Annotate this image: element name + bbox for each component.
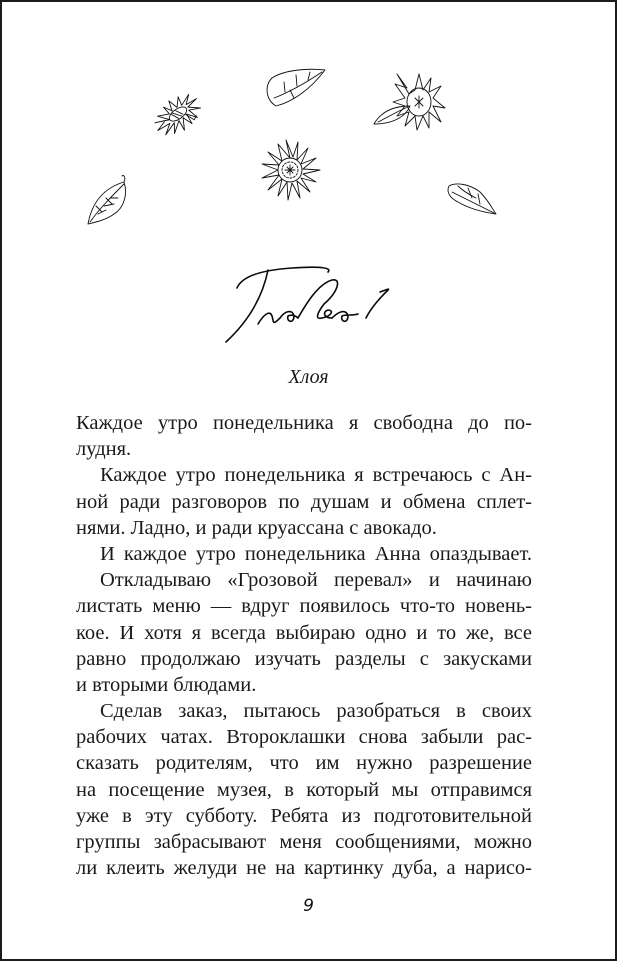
text-line: сказать родителям, что им нужно разрешение bbox=[76, 752, 532, 775]
book-page bbox=[2, 2, 615, 959]
text-line: И каждое утро понедельника Анна опаздывает. bbox=[100, 542, 532, 565]
leaf-right-icon bbox=[448, 184, 496, 214]
sunflower-center-icon bbox=[262, 140, 320, 200]
text-line: Каждое утро понедельника я свободна до по- bbox=[76, 412, 532, 434]
text-line: листать меню — вдруг появилось что-то новень- bbox=[76, 595, 532, 618]
leaf-top-center-icon bbox=[267, 69, 325, 106]
text-line: нями. Ладно, и ради круассана с авокадо. bbox=[76, 516, 437, 539]
floral-illustration bbox=[2, 2, 615, 252]
body-text bbox=[76, 410, 532, 881]
page-number: 9 bbox=[303, 896, 314, 916]
text-line: ной ради разговоров по душам и обмена сплет- bbox=[76, 490, 532, 513]
sunflower-side-left-icon bbox=[148, 87, 208, 143]
text-line: лудня. bbox=[76, 438, 132, 461]
text-line: равно продолжаю изучать разделы с закусками bbox=[76, 647, 532, 670]
text-line: на посещение музея, в который мы отправимся bbox=[76, 778, 532, 801]
text-line: Откладываю «Грозовой перевал» и начинаю bbox=[100, 569, 532, 592]
text-line: уже в эту субботу. Ребята из подготовительной bbox=[76, 804, 532, 827]
sunflower-side-right-icon bbox=[393, 74, 445, 130]
sunflower-right-leaf-icon bbox=[374, 106, 410, 124]
text-line: группы забрасывают меня сообщениями, можно bbox=[76, 831, 532, 853]
leaf-left-icon bbox=[88, 175, 126, 224]
text-line: ли клеить желуди не на картинку дуба, а нарисо- bbox=[76, 857, 532, 880]
text-line: Сделав заказ, пытаюсь разобраться в своих bbox=[100, 700, 532, 723]
chapter-title-glyph bbox=[2, 260, 615, 350]
character-name: Хлоя bbox=[288, 366, 329, 388]
text-line: и вторыми блюдами. bbox=[76, 673, 257, 696]
text-line: кое. И хотя я всегда выбираю одно и то же, все bbox=[76, 621, 532, 644]
text-line: рабочих чатах. Второклашки снова забыли рас- bbox=[76, 726, 532, 749]
text-line: Каждое утро понедельника я встречаюсь с Ан- bbox=[100, 464, 532, 487]
